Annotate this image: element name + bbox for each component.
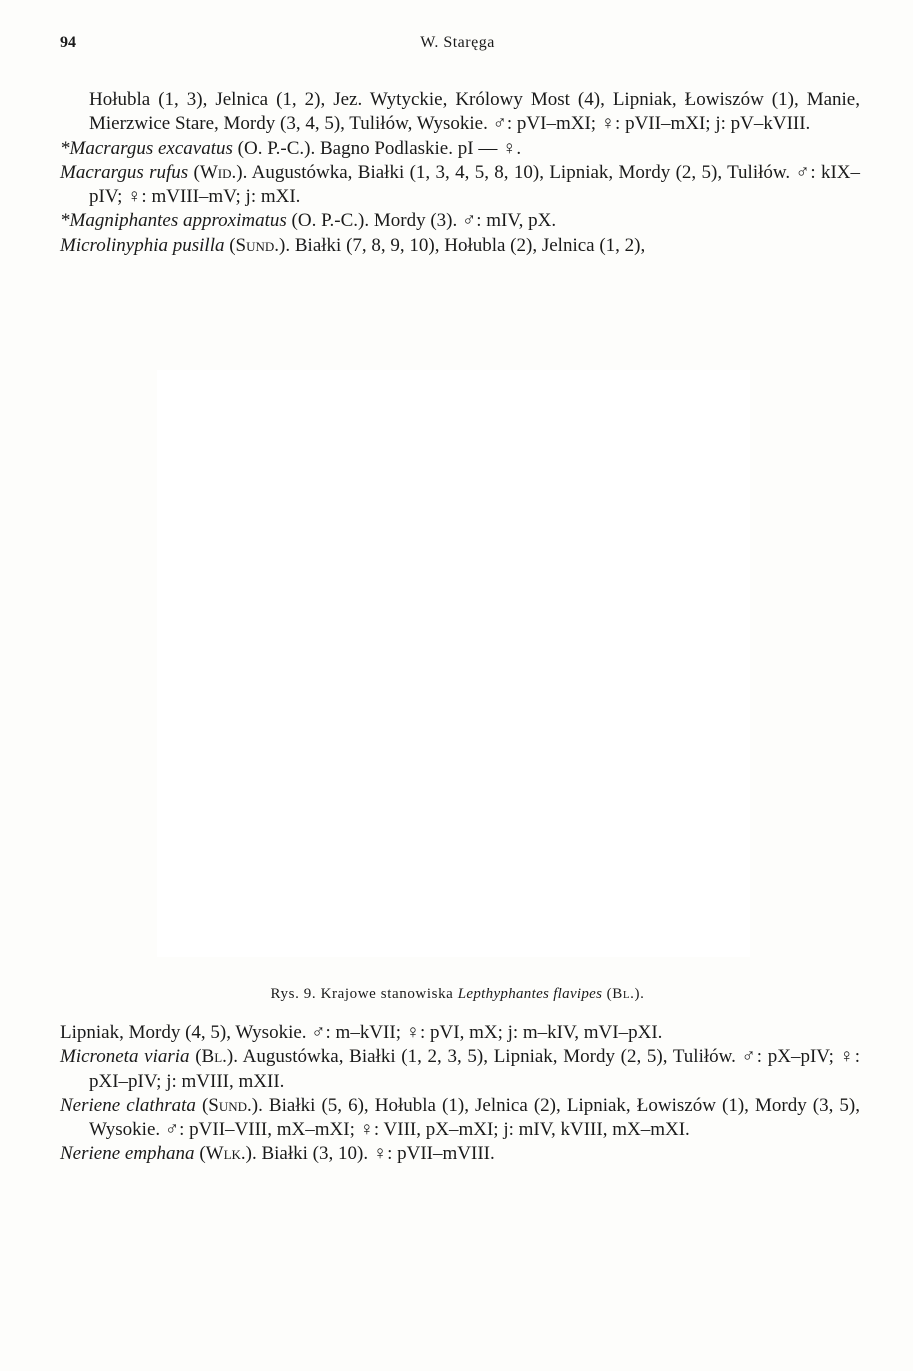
species-name: Microlinyphia pusilla <box>60 234 225 256</box>
entry-text: Bagno Podlaskie. pI — ♀. <box>315 137 522 159</box>
continued-entry <box>60 88 860 137</box>
species-name: Neriene clathrata <box>60 1094 196 1116</box>
caption-author: (Bl.). <box>602 986 645 1002</box>
page-number: 94 <box>60 34 76 51</box>
entry-text: Augustówka, Białki (1, 2, 3, 5), Lipniak, Mordy (2, 5), Tuliłów. ♂: pX–pIV; ♀: pXI–pIV; j: mVIII, mXII. <box>89 1046 861 1092</box>
species-author: (Wlk.). <box>199 1143 257 1165</box>
figure-caption <box>60 986 855 1003</box>
figure-map-blank <box>157 370 750 957</box>
entry-text: Białki (5, 6), Hołubla (1), Jelnica (2), Lipniak, Łowiszów (1), Mordy (3, 5), Wysokie. ♂: pVII–VIII, mX–mXI; ♀: VIII, pX–mXI; j: mIV, kVIII, mX–mXI. <box>89 1094 860 1141</box>
entry-text: Hołubla (1, 3), Jelnica (1, 2), Jez. Wytyckie, Królowy Most (4), Lipniak, Łowiszów (1), Manie, Mierzwice Stare, Mordy (3, 4, 5), Tuliłów, Wysokie. ♂: pVI–mXI; ♀: pVII–mXI; j: pV–kVIII. <box>89 89 860 135</box>
species-entry <box>60 1045 860 1094</box>
species-name: Neriene emphana <box>60 1143 195 1165</box>
species-name: Microneta viaria <box>60 1046 190 1068</box>
species-author: (O. P.-C.). <box>291 210 370 232</box>
species-entry <box>60 209 860 233</box>
text-block-top <box>60 88 860 258</box>
species-author: (Bl.). <box>195 1046 239 1068</box>
entry-text: Mordy (3). ♂: mIV, pX. <box>369 210 557 232</box>
entry-text: Lipniak, Mordy (4, 5), Wysokie. ♂: m–kVII; ♀: pVI, mX; j: m–kIV, mVI–pXI. <box>60 1022 663 1043</box>
text-block-bottom <box>60 1021 860 1167</box>
species-author: (Wid.). <box>193 161 248 183</box>
entry-text: Białki (7, 8, 9, 10), Hołubla (2), Jelnica (1, 2), <box>290 234 646 256</box>
species-author: (O. P.-C.). <box>237 137 316 159</box>
species-entry <box>60 234 860 258</box>
caption-prefix: Rys. 9. Krajowe stanowiska <box>270 986 458 1002</box>
entry-text: Białki (3, 10). ♀: pVII–mVIII. <box>256 1143 495 1165</box>
species-name: *Macrargus excavatus <box>60 137 233 159</box>
species-entry <box>60 137 860 161</box>
entry-text: Augustówka, Białki (1, 3, 4, 5, 8, 10), Lipniak, Mordy (2, 5), Tuliłów. ♂: kIX–pIV; ♀: mVIII–mV; j: mXI. <box>89 161 860 208</box>
species-entry <box>60 1094 860 1143</box>
species-author: (Sund.). <box>229 234 291 256</box>
page-header <box>60 34 855 58</box>
species-entry <box>60 1142 860 1166</box>
continued-entry <box>60 1021 860 1045</box>
species-author: (Sund.). <box>201 1094 263 1116</box>
running-head: W. Staręga <box>420 34 495 51</box>
caption-species: Lepthyphantes flavipes <box>457 986 603 1002</box>
species-name: Macrargus rufus <box>60 161 189 183</box>
species-entry <box>60 161 860 210</box>
species-name: *Magniphantes approximatus <box>60 210 287 232</box>
